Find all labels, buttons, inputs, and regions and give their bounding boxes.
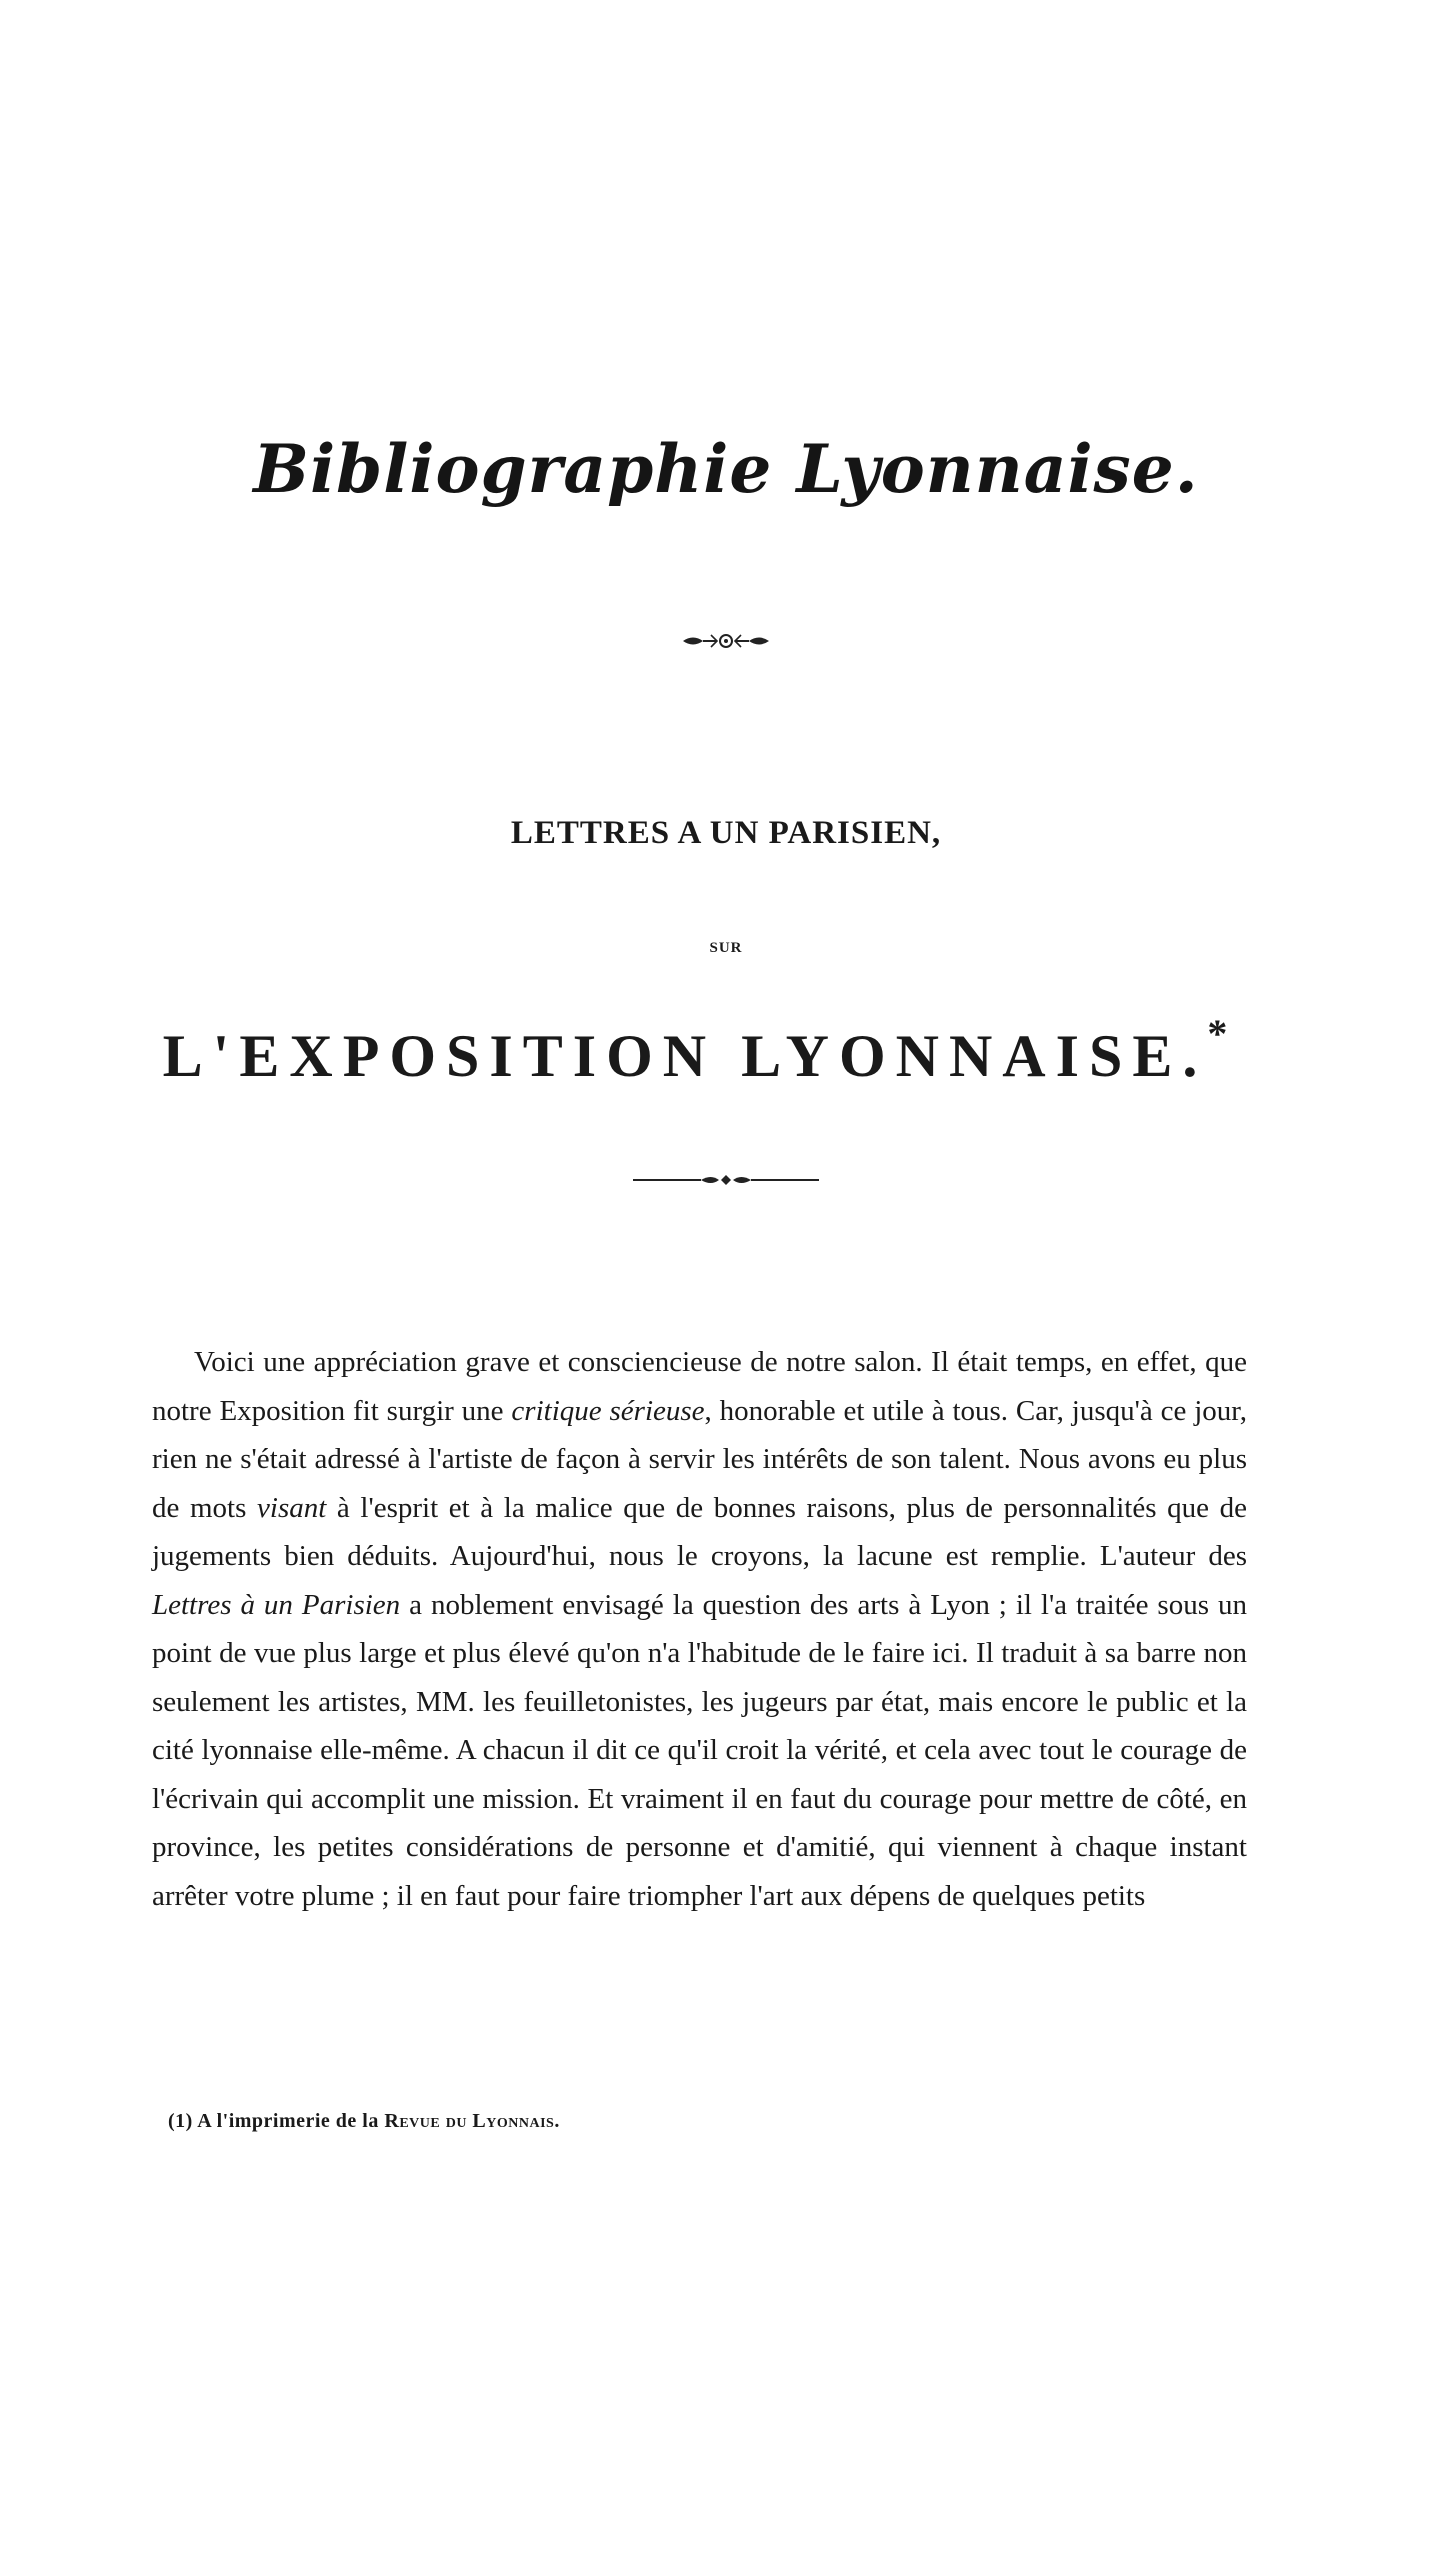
fleuron-ornament (0, 630, 1452, 656)
article-title-text: L'EXPOSITION LYONNAISE. (162, 1023, 1208, 1089)
divider-ornament (0, 1172, 1452, 1192)
body-text-segment: Voici une appréciation grave et consciencieuse de notre salon. Il était temps, en effet, que notre Exposition fit surgir une (152, 1346, 1247, 1427)
article-subtitle: LETTRES A UN PARISIEN, (510, 815, 942, 851)
body-text-segment: a noblement envisagé la question des arts à Lyon ; il l'a traitée sous un point de vue plus large et plus élevé qu'on n'a l'habitude de le faire ici. Il traduit à sa barre non seulement les artistes, MM. les feuilletonistes, les jugeurs par état, mais encore le public et la cité lyonnaise elle-même. A chacun il dit ce qu'il croit la vérité, et cela avec tout le courage de l'écrivain qui accomplit une mission. Et vraiment il en faut du courage pour mettre de côté, en province, les petites considérations de personne et d'amitié, qui viennent à chaque instant arrêter votre plume ; il en faut pour faire triompher l'art aux dépens de quelques petits (152, 1588, 1247, 1912)
body-emphasis: visant (257, 1491, 327, 1524)
title-footnote-mark: * (1207, 1011, 1228, 1056)
body-emphasis: Lettres à un Parisien (152, 1588, 401, 1621)
section-title: Bibliographie Lyonnaise. (253, 430, 1199, 508)
body-text-segment: à l'esprit et à la malice que de bonnes raisons, plus de personnalités que de jugements bien déduits. Aujourd'hui, nous le croyons, la lacune est remplie. L'auteur des (152, 1491, 1247, 1572)
footnote-marker: (1) (168, 2110, 193, 2132)
article-title (150, 1011, 1240, 1091)
body-paragraph (152, 1338, 1247, 1920)
body-emphasis: critique sérieuse (511, 1394, 705, 1427)
footnote-source: Revue du Lyonnais. (384, 2110, 560, 2132)
footnote (168, 2110, 560, 2133)
body-text-segment: , honorable et utile à tous. Car, jusqu'à ce jour, rien ne s'était adressé à l'artiste de façon à servir les intérêts de son talent. Nous avons eu plus de mots (152, 1394, 1247, 1524)
footnote-text: A l'imprimerie de la (197, 2110, 379, 2132)
preposition: SUR (709, 940, 743, 956)
